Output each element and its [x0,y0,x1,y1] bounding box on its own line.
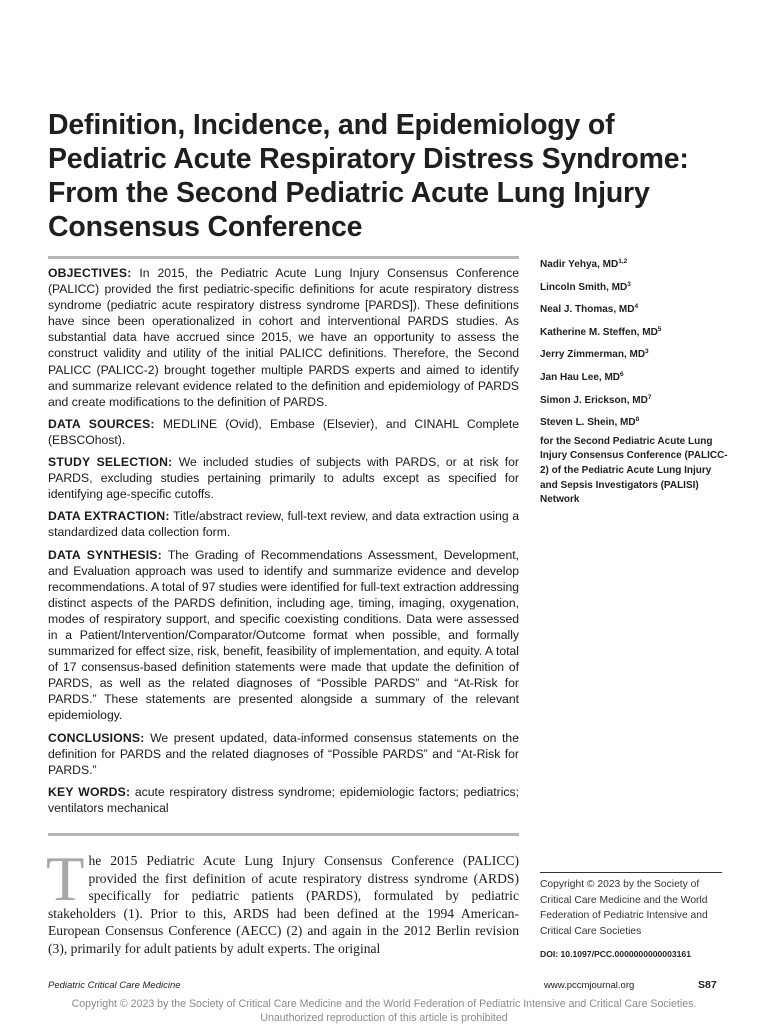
author [540,297,730,320]
author-name: Neal J. Thomas, MD [540,304,635,316]
abstract [48,256,519,822]
author [540,320,730,343]
author [540,388,730,411]
abstract-text: acute respiratory distress syndrome; epidemiologic factors; pediatrics; ventilators mechanical [48,784,519,815]
author [540,275,730,298]
author [540,365,730,388]
drop-cap: T [46,844,85,914]
abstract-label: DATA EXTRACTION: [48,509,170,524]
author-affiliation: 5 [657,325,662,333]
abstract-label: KEY WORDS: [48,784,131,799]
author-name: Simon J. Erickson, MD [540,394,648,406]
author-name: Lincoln Smith, MD [540,281,628,293]
watermark-line: Unauthorized reproduction of this article is prohibited [260,1012,508,1024]
abstract-text: MEDLINE (Ovid), Embase (Elsevier), and CINAHL Complete (EBSCOhost). [48,416,520,447]
abstract-key-words [48,784,519,816]
author-list [540,252,730,508]
abstract-label: DATA SOURCES: [48,416,155,431]
footer-journal-name: Pediatric Critical Care Medicine [48,980,181,991]
author-affiliation: 3 [627,280,631,288]
abstract-text: In 2015, the Pediatric Acute Lung Injury Consensus Conference (PALICC) provided the first pediatric-specific definitions for acute respiratory distress syndrome (pediatric acute respiratory distress syndrome [PARDS]). These definitions have since been operationalized in cohort and interventional PARDS studies. As substantial data have accrued since 2015, we have an opportunity to assess the construct validity and utility of the initial PALICC definitions. Therefore, the Second PALICC (PALICC-2) brought together multiple PARDS experts and aimed to identify and summarize relevant evidence related to the definition and epidemiology of PARDS and create modifications to the definition of PARDS. [48,266,519,409]
abstract-text: The Grading of Recommendations Assessment, Development, and Evaluation approach was used to identify and summarize evidence and develop recommendations. A total of 97 studies were identified for full-text extraction addressing distinct aspects of the PARDS definition, including age, timing, imaging, oxygenation, modes of respiratory support, and specific coexisting conditions. Data were assessed in a Patient/Intervention/Comparator/Outcome format when possible, and formally summarized for effect size, risk, benefit, feasibility of implementation, and equity. A total of 17 consensus-based definition statements were made that update the definition of PARDS, as well as the related diagnoses of “Possible PARDS” and “At-Risk for PARDS.” These statements are presented alongside a summary of the relevant epidemiology. [48,547,519,723]
copyright-box [540,872,722,959]
copyright-watermark [0,997,768,1025]
abstract-conclusions [48,730,519,778]
author-affiliation: 6 [620,370,624,378]
abstract-objectives [48,265,519,410]
author-affiliation: 8 [635,416,640,424]
author-name: Jan Hau Lee, MD [540,371,621,383]
abstract-data-synthesis [48,547,519,724]
doi-link[interactable]: DOI: 10.1097/PCC.0000000000003161 [540,949,691,959]
body-paragraph [46,844,519,957]
author [540,410,730,433]
abstract-text: We present updated, data-informed consensus statements on the definition for PARDS and the related diagnoses of “Possible PARDS” and “At-Risk for PARDS.” [48,730,519,777]
author-affiliation: 1,2 [618,258,628,265]
abstract-text: Title/abstract review, full-text review, and data extraction using a standardized data collection form. [48,509,519,540]
abstract-study-selection [48,454,519,502]
author-name: Nadir Yehya, MD [540,259,619,270]
author-name: Katherine M. Steffen, MD [540,326,658,338]
abstract-text: We included studies of subjects with PARDS, or at risk for PARDS, excluding studies pertaining primarily to adults except as specified for identifying age-specific cutoffs. [48,455,519,502]
page-number: S87 [698,979,717,991]
abstract-divider [48,833,519,836]
abstract-data-sources [48,416,519,448]
abstract-label: CONCLUSIONS: [48,730,145,745]
footer-url[interactable]: www.pccmjournal.org [544,980,635,991]
body-text: he 2015 Pediatric Acute Lung Injury Consensus Conference (PALICC) provided the first definition of acute respiratory distress syndrome (ARDS) specifically for pediatric patients (PARDS), formulated by pediatric stakeholders (1). Prior to this, ARDS had been defined at the 1994 American-European Consensus Conference (AECC) (2) and again in the 2012 Berlin revision (3), primarily for adult patients by adult experts. The original [48,853,519,956]
abstract-label: DATA SYNTHESIS: [48,547,162,562]
author-group: for the Second Pediatric Acute Lung Injury Consensus Conference (PALICC-2) of the Pediatric Acute Lung Injury and Sepsis Investigators (PALISI) Network [540,435,728,506]
article-title: Definition, Incidence, and Epidemiology of Pediatric Acute Respiratory Distress Syndrome: From the Second Pediatric Acute Lung Injury Consensus Conference [48,109,689,243]
abstract-label: OBJECTIVES: [48,266,132,280]
author-affiliation: 7 [647,393,652,401]
author-affiliation: 3 [645,348,649,356]
author [540,342,730,365]
copyright-text: Copyright © 2023 by the Society of Critical Care Medicine and the World Federation of Pediatric Intensive and Critical Care Societies [540,879,708,937]
watermark-line: Copyright © 2023 by the Society of Critical Care Medicine and the World Federation of Pediatric Intensive and Critical Care Societies. [71,998,697,1010]
author-name: Steven L. Shein, MD [540,417,636,429]
author [540,252,730,275]
author-affiliation: 4 [634,303,639,311]
author-name: Jerry Zimmerman, MD [540,349,646,361]
abstract-label: STUDY SELECTION: [48,455,173,470]
abstract-data-extraction [48,508,519,540]
